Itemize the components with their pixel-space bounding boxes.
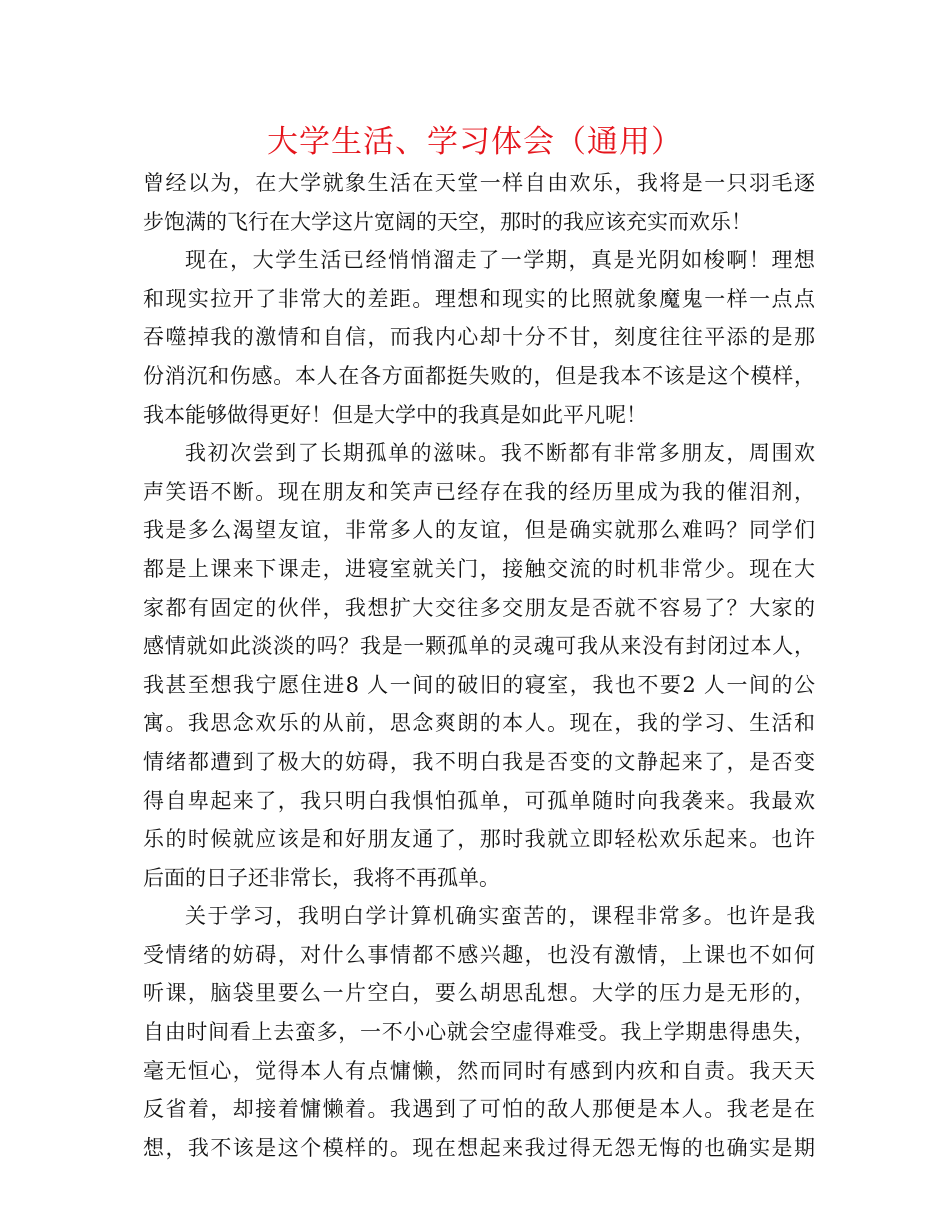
text-line: 我甚至想我宁愿住进8 人一间的破旧的寝室，我也不要2 人一间的公 bbox=[143, 672, 815, 697]
text-line: 我是多么渴望友谊，非常多人的友谊，但是确实就那么难吗？同学们 bbox=[143, 518, 815, 543]
text-line: 份消沉和伤感。本人在各方面都挺失败的，但是我本不该是这个模样， bbox=[143, 363, 815, 388]
paragraph-1 bbox=[143, 164, 815, 241]
text-line: 感情就如此淡淡的吗？我是一颗孤单的灵魂可我从来没有封闭过本人， bbox=[143, 634, 815, 659]
text-line: 受情绪的妨碍，对什么事情都不感兴趣，也没有激情，上课也不如何 bbox=[143, 942, 815, 967]
text-line: 步饱满的飞行在大学这片宽阔的天空，那时的我应该充实而欢乐！ bbox=[143, 209, 752, 234]
text-line: 后面的日子还非常长，我将不再孤单。 bbox=[143, 865, 500, 890]
text-line: 家都有固定的伙伴，我想扩大交往多交朋友是否就不容易了？大家的 bbox=[143, 595, 815, 620]
paragraph-3 bbox=[143, 434, 815, 897]
document-title: 大学生活、学习体会（通用） bbox=[267, 124, 683, 160]
text-line: 和现实拉开了非常大的差距。理想和现实的比照就象魔鬼一样一点点 bbox=[143, 286, 815, 311]
text-line: 毫无恒心，觉得本人有点慵懒，然而同时有感到内疚和自责。我天天 bbox=[143, 1058, 815, 1083]
text-line: 我初次尝到了长期孤单的滋味。我不断都有非常多朋友，周围欢 bbox=[185, 441, 815, 466]
text-line: 我本能够做得更好！但是大学中的我真是如此平凡呢！ bbox=[143, 402, 647, 427]
text-line: 得自卑起来了，我只明白我惧怕孤单，可孤单随时向我袭来。我最欢 bbox=[143, 788, 815, 813]
text-line: 自由时间看上去蛮多，一不小心就会空虚得难受。我上学期患得患失， bbox=[143, 1020, 815, 1045]
text-line: 想，我不该是这个模样的。现在想起来我过得无怨无悔的也确实是期 bbox=[143, 1135, 815, 1160]
document-body bbox=[143, 164, 815, 1167]
text-line: 现在，大学生活已经悄悄溜走了一学期，真是光阴如梭啊！理想 bbox=[185, 248, 815, 273]
text-line: 声笑语不断。现在朋友和笑声已经存在我的经历里成为我的催泪剂， bbox=[143, 479, 815, 504]
paragraph-2 bbox=[143, 241, 815, 434]
text-line: 寓。我思念欢乐的从前，思念爽朗的本人。现在，我的学习、生活和 bbox=[143, 711, 815, 736]
text-line: 情绪都遭到了极大的妨碍，我不明白我是否变的文静起来了，是否变 bbox=[143, 749, 815, 774]
text-line: 曾经以为，在大学就象生活在天堂一样自由欢乐，我将是一只羽毛逐 bbox=[143, 171, 815, 195]
text-line: 乐的时候就应该是和好朋友通了，那时我就立即轻松欢乐起来。也许 bbox=[143, 827, 815, 852]
text-line: 反省着，却接着慵懒着。我遇到了可怕的敌人那便是本人。我老是在 bbox=[143, 1097, 815, 1122]
text-line: 都是上课来下课走，进寝室就关门，接触交流的时机非常少。现在大 bbox=[143, 556, 815, 581]
text-line: 关于学习，我明白学计算机确实蛮苦的，课程非常多。也许是我 bbox=[185, 904, 815, 929]
text-line: 吞噬掉我的激情和自信，而我内心却十分不甘，刻度往往平添的是那 bbox=[143, 325, 815, 350]
paragraph-4 bbox=[143, 897, 815, 1167]
text-line: 听课，脑袋里要么一片空白，要么胡思乱想。大学的压力是无形的， bbox=[143, 981, 815, 1006]
